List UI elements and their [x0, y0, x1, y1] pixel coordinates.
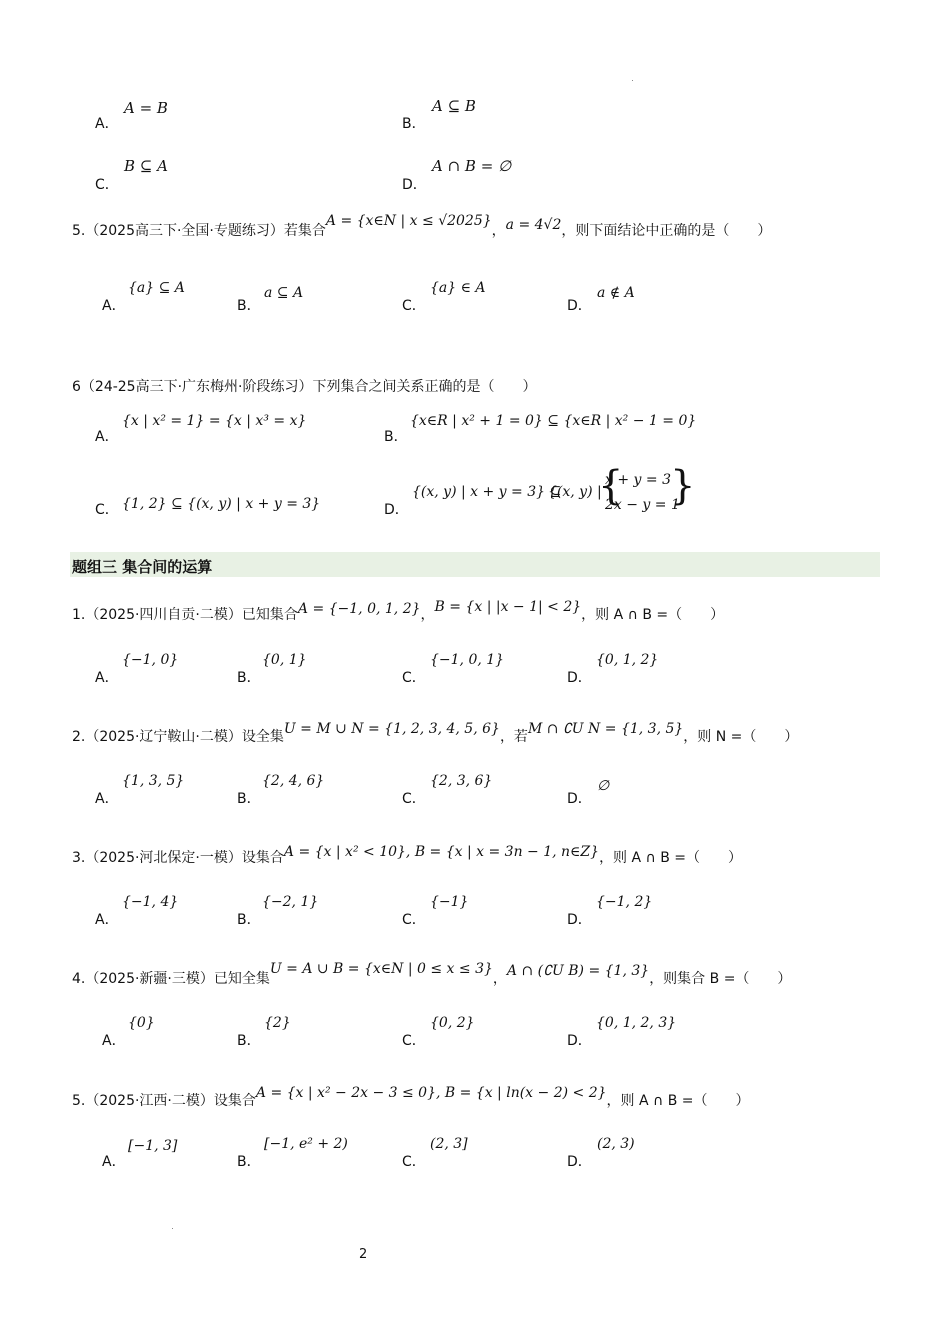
separator: ， [492, 971, 507, 987]
option-d-label: D． [567, 912, 592, 928]
math-expr: A = {x | x² < 10}, B = {x | x = 3n − 1, n∈Z} [283, 844, 600, 860]
option-c-label: C． [95, 502, 119, 518]
math-expr: B = {x | |x − 1| < 2} [434, 599, 582, 615]
option-a-expr: {−1, 4} [122, 894, 179, 910]
option-a-label: A． [95, 912, 119, 928]
question-text: 1.（2025·四川自贡·二模）已知集合 [72, 607, 298, 623]
system-brace: { [598, 463, 624, 509]
system-close-brace: } [670, 463, 696, 509]
option-b-expr: {−2, 1} [262, 894, 319, 910]
option-b-label: B． [237, 1154, 261, 1170]
option-d-label: D． [567, 670, 592, 686]
option-b-label: B． [237, 670, 261, 686]
separator: ， [491, 223, 506, 239]
question-text: ，则 A ∩ B =（ ） [599, 850, 743, 866]
option-c-label: C． [402, 1033, 426, 1049]
separator: ，若 [499, 729, 528, 745]
option-b-label: B． [237, 298, 261, 314]
option-c-expr: {−1, 0, 1} [430, 652, 505, 668]
option-c-expr: {0, 2} [430, 1015, 475, 1031]
separator: ， [420, 607, 435, 623]
option-b-expr: {0, 1} [262, 652, 307, 668]
option-a-label: A． [102, 1154, 126, 1170]
question-text: ，则下面结论中正确的是（ ） [561, 223, 772, 239]
question-text: ，则 A ∩ B =（ ） [581, 607, 725, 623]
option-d-expr: {0, 1, 2, 3} [596, 1015, 677, 1031]
option-c-expr: (2, 3] [430, 1136, 468, 1152]
option-a-expr: A = B [124, 99, 168, 117]
option-c-label: C． [402, 1154, 426, 1170]
option-d-expr: {−1, 2} [596, 894, 653, 910]
option-c-label: C． [95, 177, 119, 193]
option-d-expr: ∅ [597, 778, 610, 794]
option-d-label: D． [384, 502, 409, 518]
option-b-label: B． [384, 429, 408, 445]
s3-question-4-stem [72, 961, 792, 988]
question-text: 2.（2025·辽宁鞍山·二模）设全集 [72, 729, 284, 745]
decorative-dot [632, 80, 633, 81]
option-c-expr: {2, 3, 6} [430, 773, 493, 789]
option-a-label: A． [102, 1033, 126, 1049]
option-a-label: A． [95, 429, 119, 445]
math-expr: U = M ∪ N = {1, 2, 3, 4, 5, 6} [283, 721, 500, 737]
option-a-expr: {0} [128, 1015, 155, 1031]
option-a-expr: {a} ⊆ A [128, 280, 185, 296]
option-a-label: A． [95, 116, 119, 132]
question-text: ，则 N =（ ） [683, 729, 799, 745]
s3-question-2-stem [72, 721, 799, 746]
option-c-expr: {−1} [430, 894, 469, 910]
option-b-expr: [−1, e² + 2) [264, 1136, 348, 1152]
math-expr: A = {−1, 0, 1, 2} [297, 601, 421, 617]
option-b-expr: {2} [264, 1015, 291, 1031]
option-c-expr: {1, 2} ⊆ {(x, y) | x + y = 3} [122, 496, 321, 512]
option-d-label: D． [402, 177, 427, 193]
option-c-label: C． [402, 912, 426, 928]
question-6-stem: 6（24-25高三下·广东梅州·阶段练习）下列集合之间关系正确的是（ ） [72, 379, 537, 395]
math-expr: M ∩ ∁U N = {1, 3, 5} [527, 721, 684, 737]
option-b-expr: a ⊆ A [264, 285, 304, 301]
s3-question-3-stem [72, 844, 743, 867]
question-text: ，则 A ∩ B =（ ） [606, 1093, 750, 1109]
option-a-expr: {1, 3, 5} [122, 773, 185, 789]
option-b-label: B． [237, 791, 261, 807]
question-text: 5.（2025高三下·全国·专题练习）若集合 [72, 223, 326, 239]
option-b-label: B． [237, 1033, 261, 1049]
option-a-expr: {−1, 0} [122, 652, 179, 668]
option-b-label: B． [237, 912, 261, 928]
option-c-expr: {a} ∈ A [430, 280, 486, 296]
option-d-expr-left: {(x, y) | x + y = 3} ⊆ [412, 484, 562, 500]
question-text: 3.（2025·河北保定·一模）设集合 [72, 850, 284, 866]
option-b-expr: {x∈R | x² + 1 = 0} ⊆ {x∈R | x² − 1 = 0} [410, 413, 697, 429]
option-d-expr: {0, 1, 2} [596, 652, 659, 668]
option-b-expr: A ⊆ B [432, 97, 476, 115]
system-line-1: x + y = 3 [605, 472, 671, 488]
option-b-expr: {2, 4, 6} [262, 773, 325, 789]
option-d-label: D． [567, 1033, 592, 1049]
option-c-label: C． [402, 670, 426, 686]
option-a-label: A． [95, 791, 119, 807]
question-text: 4.（2025·新疆·三模）已知全集 [72, 971, 270, 987]
option-c-label: C． [402, 298, 426, 314]
decorative-dot [172, 1228, 173, 1229]
option-c-expr: B ⊆ A [124, 157, 168, 175]
option-d-expr: (2, 3) [597, 1136, 635, 1152]
question-5-stem [72, 213, 772, 240]
math-expr: A = {x | x² − 2x − 3 ≤ 0}, B = {x | ln(x − 2) < 2} [255, 1085, 607, 1101]
option-d-label: D． [567, 298, 592, 314]
math-expr: a = 4√2 [505, 217, 562, 233]
s3-question-5-stem [72, 1085, 750, 1110]
option-a-label: A． [102, 298, 126, 314]
math-expr: U = A ∪ B = {x∈N | 0 ≤ x ≤ 3} [269, 961, 493, 977]
question-text: 5.（2025·江西·二模）设集合 [72, 1093, 256, 1109]
option-d-expr: a ∉ A [597, 285, 635, 301]
option-d-system-head: {(x, y) | [548, 484, 602, 500]
option-a-label: A． [95, 670, 119, 686]
option-c-label: C． [402, 791, 426, 807]
option-a-expr: [−1, 3] [128, 1138, 178, 1154]
page-number: 2 [359, 1247, 368, 1262]
s3-question-1-stem [72, 599, 725, 624]
option-d-expr: A ∩ B = ∅ [432, 157, 512, 175]
section-title: 题组三 集合间的运算 [72, 558, 213, 576]
option-a-expr: {x | x² = 1} = {x | x³ = x} [122, 413, 307, 429]
math-expr: A = {x∈N | x ≤ √2025} [325, 213, 492, 229]
option-d-label: D． [567, 791, 592, 807]
math-expr: A ∩ (∁U B) = {1, 3} [506, 963, 650, 979]
option-b-label: B． [402, 116, 426, 132]
system-line-2: 2x − y = 1 [605, 497, 680, 513]
question-text: ，则集合 B =（ ） [649, 971, 792, 987]
option-d-label: D． [567, 1154, 592, 1170]
